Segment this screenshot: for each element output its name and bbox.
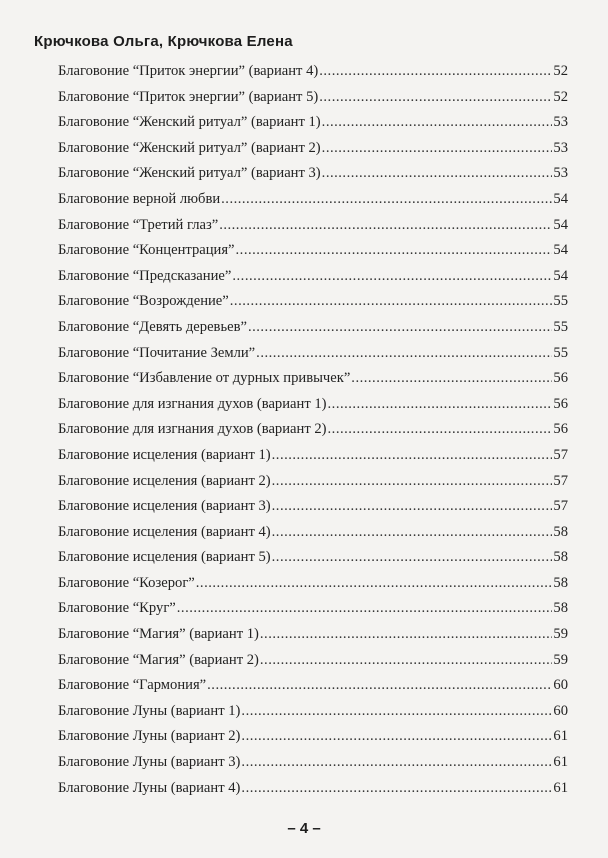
toc-entry [58,699,568,725]
toc-entry [58,673,568,699]
toc-entry-title: Благовоние Луны (вариант 2) [58,728,241,745]
toc-entry-page: 54 [553,242,568,259]
toc-dot-leader [207,673,552,699]
toc-entry-title: Благовоние исцеления (вариант 2) [58,472,271,489]
toc-entry [58,341,568,367]
toc-entry-page: 56 [553,370,568,387]
toc-entry-title: Благовоние Луны (вариант 1) [58,702,241,719]
toc-entry-title: Благовоние для изгнания духов (вариант 1) [58,395,327,412]
toc-dot-leader [241,750,552,776]
toc-entry [58,213,568,239]
toc-dot-leader [272,443,553,469]
toc-dot-leader [196,571,553,597]
toc-entry [58,110,568,136]
toc-entry-page: 55 [553,318,568,335]
toc-entry-title: Благовоние верной любви [58,190,221,207]
toc-entry [58,289,568,315]
toc-entry-title: Благовоние “Предсказание” [58,267,232,284]
toc-entry-page: 56 [553,421,568,438]
toc-entry-page: 61 [553,728,568,745]
toc-dot-leader [272,494,553,520]
toc-entry-page: 57 [553,446,568,463]
toc-entry [58,443,568,469]
toc-dot-leader [322,161,553,187]
toc-entry-title: Благовоние “Женский ритуал” (вариант 2) [58,139,321,156]
toc-entry-page: 55 [553,293,568,310]
toc-entry-title: Благовоние “Гармония” [58,677,207,694]
toc-dot-leader [319,85,552,111]
toc-entry [58,59,568,85]
toc-dot-leader [322,136,553,162]
toc-entry-title: Благовоние “Возрождение” [58,293,229,310]
toc-dot-leader [260,622,553,648]
toc-dot-leader [219,213,552,239]
toc-entry-title: Благовоние “Девять деревьев” [58,318,247,335]
toc-dot-leader [230,289,553,315]
page-number: – 4 – [287,820,321,837]
toc-dot-leader [272,545,553,571]
toc-dot-leader [319,59,552,85]
toc-entry-title: Благовоние для изгнания духов (вариант 2) [58,421,327,438]
toc-entry-page: 58 [553,600,568,617]
toc-entry [58,724,568,750]
toc-entry-title: Благовоние исцеления (вариант 4) [58,523,271,540]
toc-entry-title: Благовоние “Концентрация” [58,242,235,259]
toc-entry-page: 52 [553,63,568,79]
toc-entry-title: Благовоние “Приток энергии” (вариант 4) [58,63,319,79]
toc-entry [58,596,568,622]
toc-entry-title: Благовоние Луны (вариант 4) [58,779,241,796]
toc-entry [58,648,568,674]
toc-entry [58,315,568,341]
running-header-authors: Крючкова Ольга, Крючкова Елена [34,33,293,50]
toc-entry [58,392,568,418]
toc-entry [58,187,568,213]
toc-entry [58,238,568,264]
toc-entry-page: 58 [553,574,568,591]
toc-entry-page: 60 [553,677,568,694]
toc-entry-title: Благовоние “Почитание Земли” [58,344,256,361]
toc-entry [58,417,568,443]
toc-dot-leader [248,315,552,341]
toc-entry [58,520,568,546]
toc-entry-title: Благовоние “Приток энергии” (вариант 5) [58,88,319,105]
toc-entry-page: 61 [553,779,568,796]
toc-dot-leader [272,469,553,495]
toc-entry [58,622,568,648]
toc-entry-title: Благовоние исцеления (вариант 1) [58,446,271,463]
toc-entry-title: Благовоние “Магия” (вариант 1) [58,626,259,643]
toc-entry [58,545,568,571]
toc-entry-page: 53 [553,139,568,156]
toc-dot-leader [241,699,552,725]
toc-dot-leader [236,238,553,264]
toc-entry [58,136,568,162]
toc-entry-page: 61 [553,754,568,771]
toc-entry [58,469,568,495]
toc-dot-leader [351,366,552,392]
toc-entry-page: 52 [553,88,568,105]
toc-entry-page: 54 [553,190,568,207]
toc-entry-page: 57 [553,472,568,489]
toc-entry [58,776,568,802]
toc-entry-page: 56 [553,395,568,412]
toc-dot-leader [241,724,552,750]
toc-entry [58,494,568,520]
toc-entry-page: 54 [553,216,568,233]
toc-entry-title: Благовоние исцеления (вариант 3) [58,498,271,515]
toc-entry [58,750,568,776]
toc-dot-leader [256,341,552,367]
toc-entry-title: Благовоние “Круг” [58,600,176,617]
toc-entry [58,571,568,597]
toc-entry-page: 59 [553,626,568,643]
toc-dot-leader [241,776,552,802]
toc-entry-title: Благовоние “Козерог” [58,574,195,591]
toc-entry-page: 53 [553,114,568,131]
toc-entry-page: 53 [553,165,568,182]
toc-entry-title: Благовоние “Третий глаз” [58,216,219,233]
toc-dot-leader [260,648,553,674]
table-of-contents [58,59,568,801]
toc-entry-title: Благовоние исцеления (вариант 5) [58,549,271,566]
toc-dot-leader [177,596,553,622]
toc-entry-page: 55 [553,344,568,361]
toc-entry-title: Благовоние Луны (вариант 3) [58,754,241,771]
toc-entry-page: 58 [553,523,568,540]
toc-dot-leader [328,392,553,418]
toc-entry-page: 57 [553,498,568,515]
toc-entry [58,85,568,111]
toc-entry-page: 59 [553,651,568,668]
toc-entry [58,366,568,392]
toc-entry-title: Благовоние “Избавление от дурных привычек” [58,370,351,387]
toc-entry-page: 58 [553,549,568,566]
toc-entry-title: Благовоние “Женский ритуал” (вариант 1) [58,114,321,131]
toc-entry [58,161,568,187]
toc-dot-leader [322,110,553,136]
toc-dot-leader [328,417,553,443]
toc-entry-page: 54 [553,267,568,284]
toc-entry-page: 60 [553,702,568,719]
toc-entry-title: Благовоние “Магия” (вариант 2) [58,651,259,668]
toc-dot-leader [221,187,552,213]
toc-dot-leader [232,264,552,290]
toc-entry-title: Благовоние “Женский ритуал” (вариант 3) [58,165,321,182]
toc-dot-leader [272,520,553,546]
toc-entry [58,264,568,290]
